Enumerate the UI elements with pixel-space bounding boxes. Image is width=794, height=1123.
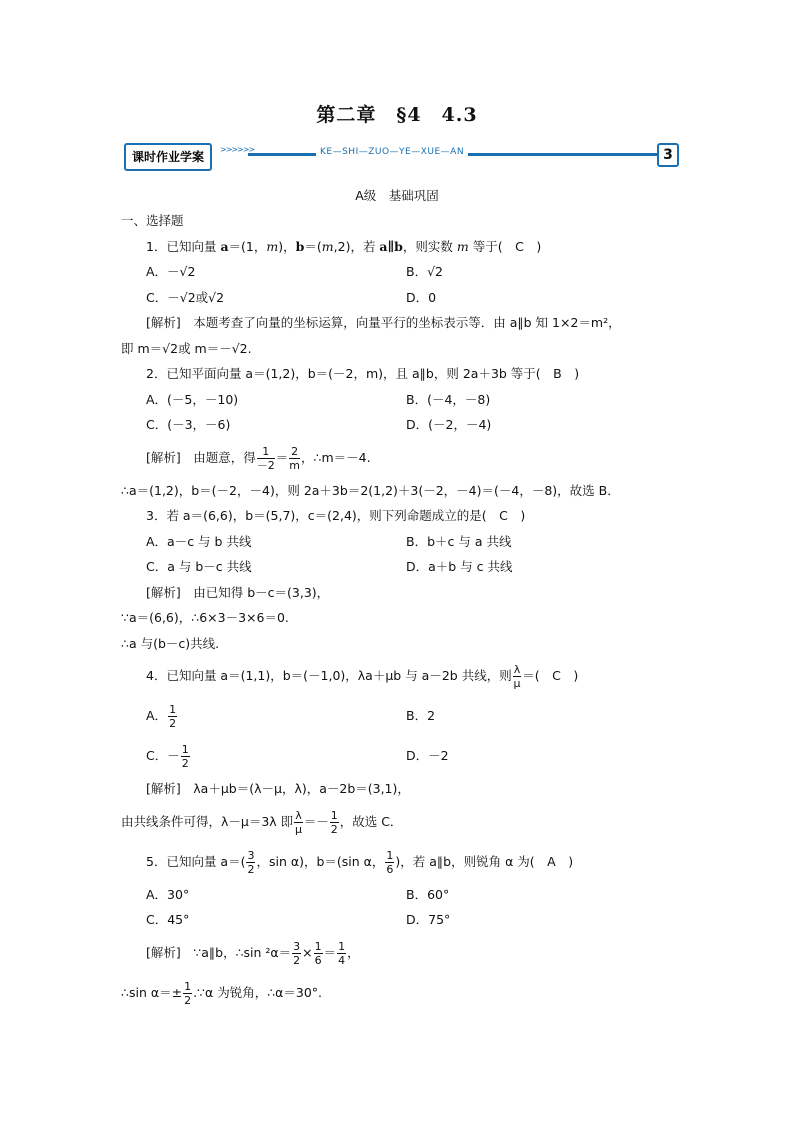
text: ，则实数 [402, 238, 457, 254]
text: × [302, 944, 313, 960]
page-title: 第二章 §4 4.3 [316, 104, 478, 126]
text: ∴sin α＝± [121, 984, 183, 1000]
text: ,2)，若 [333, 238, 380, 254]
question-3-analysis [121, 580, 676, 606]
text: )，若 a∥b，则锐角 α 为( A ) [395, 853, 574, 869]
option-d: D．0 [406, 289, 437, 305]
question-5-stem [121, 842, 676, 882]
numerator: 1 [314, 939, 322, 953]
denominator: 2 [184, 993, 192, 1007]
question-1-options-cd [121, 285, 676, 311]
question-2-analysis [121, 438, 676, 478]
question-5-analysis [121, 933, 676, 973]
text: C．－ [146, 748, 180, 763]
section-heading: 一、选择题 [121, 213, 184, 228]
option-a: A．30° [146, 886, 190, 902]
option-d: D．(－2，－4) [406, 417, 492, 432]
numerator: λ [513, 663, 521, 676]
level-heading: A级 基础巩固 [355, 188, 439, 203]
numerator: 3 [247, 848, 255, 862]
fraction [168, 704, 177, 729]
text: ，sin α)，b＝(sin α， [256, 853, 385, 869]
page-number-badge: 3 [657, 143, 679, 167]
question-5-analysis-2 [121, 973, 676, 1013]
denominator: μ [294, 822, 302, 836]
option-b: B．2 [406, 708, 436, 723]
question-3-analysis-2: ∵a＝(6,6)，∴6×3－3×6＝0. [121, 610, 289, 625]
numerator: 1 [386, 848, 394, 862]
question-4-analysis-2 [121, 802, 676, 842]
denominator: 2 [247, 862, 255, 876]
text: ＝ [275, 449, 289, 465]
question-5-options-ab [121, 882, 676, 908]
question-4-options-cd [121, 736, 676, 776]
fraction [337, 941, 346, 966]
option-b: B．b＋c 与 a 共线 [406, 533, 512, 549]
text: ＝(1， [228, 238, 267, 254]
text: 由已知得 b－c＝(3,3)， [180, 584, 330, 600]
option-d: D．a＋b 与 c 共线 [406, 559, 513, 574]
option-b: B．60° [406, 886, 450, 902]
denominator: m [289, 458, 301, 472]
denominator: 2 [181, 757, 189, 770]
question-3-analysis-3: ∴a 与(b－c)共线. [121, 635, 220, 651]
analysis-tag: [解析] [146, 449, 181, 465]
option-a [121, 696, 406, 736]
fraction [246, 850, 255, 875]
option-a: A．(－5，－10) [146, 391, 239, 407]
banner-badge: 课时作业学案 [124, 143, 212, 171]
text: ，∴m＝－4. [301, 449, 371, 465]
text: 5．已知向量 a＝( [146, 853, 246, 869]
question-1-stem: 1．已知向量 a＝(1，m)，b＝(m,2)，若 a∥b，则实数 m 等于( C ) [146, 238, 542, 254]
text: .∵α 为锐角，∴α＝30°. [193, 984, 323, 1000]
option-d: D．75° [406, 912, 451, 927]
analysis-tag: [解析] [146, 944, 181, 960]
denominator: μ [513, 677, 521, 690]
numerator: 1 [338, 939, 346, 953]
option-a: A．－√2 [146, 264, 196, 279]
text: 等于( C ) [468, 238, 542, 254]
text: ＝( [304, 238, 322, 254]
text: ∵a∥b，∴sin ²α＝ [180, 944, 292, 960]
question-3-options-cd [121, 554, 676, 580]
denominator: －2 [256, 458, 275, 472]
analysis-tag: [解析] [146, 315, 181, 330]
option-c: C．－√2或√2 [146, 289, 225, 305]
fraction [314, 941, 323, 966]
fraction [257, 446, 275, 471]
question-1-options-ab [121, 259, 676, 285]
question-2-analysis-2: ∴a＝(1,2)，b＝(－2，－4)，则 2a＋3b＝2(1,2)＋3(－2，－4)＝(－4，－8)，故选 B． [121, 482, 620, 498]
question-1-analysis [121, 310, 676, 336]
denominator: 6 [386, 862, 394, 876]
option-c: C．a 与 b－c 共线 [146, 559, 252, 574]
fraction [181, 744, 190, 769]
question-2-options-cd [121, 412, 676, 438]
question-1-analysis-2: 即 m＝√2或 m＝－√2. [121, 340, 252, 356]
option-c: C．(－3，－6) [146, 417, 231, 432]
option-c [121, 736, 406, 776]
question-2-options-ab [121, 387, 676, 413]
option-c: C．45° [146, 912, 190, 927]
denominator: 2 [330, 822, 338, 836]
text: ， [347, 944, 360, 960]
section-banner [124, 143, 679, 171]
numerator: λ [295, 808, 302, 822]
option-b: B．√2 [406, 264, 443, 279]
banner-pinyin: KE—SHI—ZUO—YE—XUE—AN [316, 147, 468, 157]
numerator: 2 [291, 444, 299, 458]
fraction [330, 810, 339, 835]
numerator: 1 [184, 979, 192, 993]
text: )， [278, 238, 296, 254]
denominator: 2 [293, 953, 301, 967]
option-a: A．a－c 与 b 共线 [146, 533, 252, 549]
option-d: D．－2 [406, 748, 449, 763]
denominator: 2 [169, 717, 177, 730]
question-2-stem: 2．已知平面向量 a＝(1,2)，b＝(－2，m)，且 a∥b，则 2a＋3b 等于( B ) [146, 366, 580, 381]
text: ＝ [323, 944, 337, 960]
text: 由题意，得 [180, 449, 256, 465]
numerator: 3 [293, 939, 301, 953]
fraction [289, 446, 300, 471]
numerator: 1 [169, 703, 177, 716]
text: 1．已知向量 [146, 238, 221, 254]
analysis-tag: [解析] [146, 781, 181, 796]
denominator: 4 [338, 953, 346, 967]
question-3-stem: 3．若 a＝(6,6)，b＝(5,7)，c＝(2,4)，则下列命题成立的是( C ) [146, 508, 526, 523]
content [121, 208, 676, 1013]
numerator: 1 [257, 446, 275, 459]
text: 4．已知向量 a＝(1,1)，b＝(－1,0)，λa＋μb 与 a－2b 共线，则 [146, 668, 512, 683]
fraction [513, 664, 522, 689]
numerator: 1 [181, 743, 189, 756]
text: ，故选 C． [339, 813, 403, 829]
question-5-options-cd [121, 907, 676, 933]
question-3-options-ab [121, 529, 676, 555]
text: ＝( C ) [522, 668, 579, 683]
question-4-options-ab [121, 696, 676, 736]
fraction [292, 941, 301, 966]
numerator: 1 [330, 808, 338, 822]
question-4-stem [121, 656, 676, 696]
text: λa＋μb＝(λ－μ，λ)，a－2b＝(3,1)， [180, 781, 410, 796]
analysis-text: 本题考查了向量的坐标运算，向量平行的坐标表示等．由 a∥b 知 1×2＝m²， [180, 315, 621, 330]
text: 由共线条件可得，λ－μ＝3λ 即 [121, 813, 294, 829]
denominator: 6 [314, 953, 322, 967]
fraction [385, 850, 394, 875]
fraction [183, 981, 192, 1006]
banner-arrows: >>>>>> [220, 145, 255, 154]
question-4-analysis [121, 776, 676, 802]
fraction [294, 810, 303, 835]
text: ＝－ [303, 813, 329, 829]
analysis-tag: [解析] [146, 584, 181, 600]
text: A． [146, 708, 168, 723]
option-b: B．(－4，－8) [406, 391, 491, 407]
